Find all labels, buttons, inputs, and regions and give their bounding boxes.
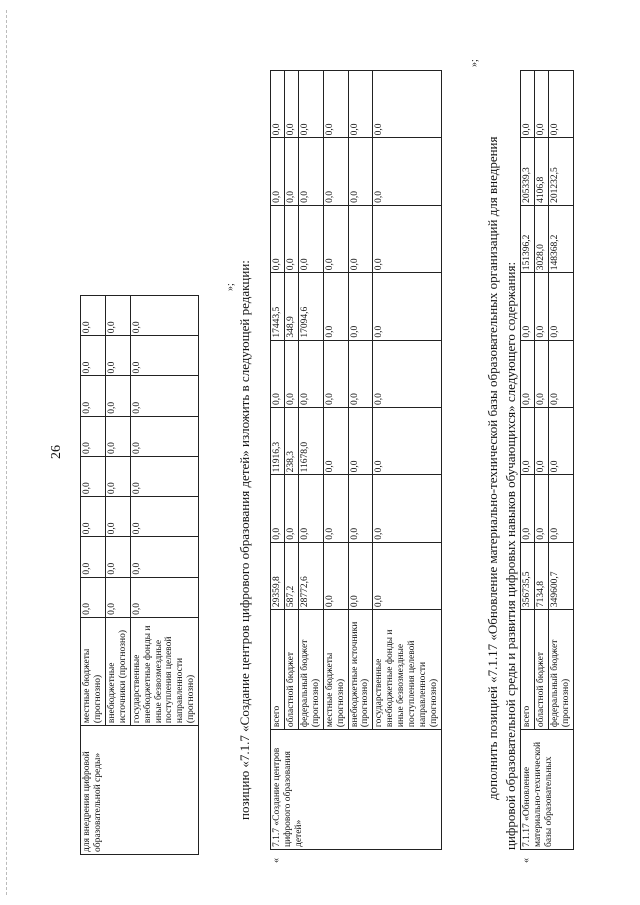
value-cell: 0,0: [323, 71, 348, 138]
table-position-7-1-7: [270, 70, 442, 850]
funding-source-cell: областной бюджет: [534, 610, 548, 730]
value-cell: 0,0: [130, 537, 199, 577]
value-cell: 0,0: [373, 138, 442, 205]
close-mark-2: »;: [469, 59, 480, 67]
value-cell: 0,0: [323, 340, 348, 407]
value-cell: 0,0: [284, 138, 298, 205]
value-cell: 0,0: [534, 475, 548, 542]
rotated-content: [75, 45, 640, 885]
table-position-7-1-17: [520, 70, 574, 850]
value-cell: 0,0: [81, 577, 106, 617]
value-cell: 0,0: [534, 71, 548, 138]
table-position-continuation: [80, 295, 199, 855]
value-cell: 348,9: [284, 273, 298, 340]
value-cell: 0,0: [284, 475, 298, 542]
value-cell: 0,0: [105, 577, 130, 617]
value-cell: 0,0: [373, 340, 442, 407]
value-cell: 0,0: [548, 340, 573, 407]
value-cell: 0,0: [81, 296, 106, 336]
value-cell: 7134,8: [534, 542, 548, 609]
value-cell: 0,0: [284, 340, 298, 407]
table-row: [81, 296, 106, 855]
funding-source-cell: федеральный бюджет (прогнозно): [298, 610, 323, 730]
value-cell: 0,0: [348, 138, 373, 205]
paragraph-7-1-7: позицию «7.1.7 «Создание центров цифрового образования детей» изложить в следующей редакции:: [237, 260, 252, 820]
value-cell: 0,0: [130, 577, 199, 617]
value-cell: 0,0: [130, 456, 199, 496]
value-cell: 28772,6: [298, 542, 323, 609]
position-name-cell: для внедрения цифровой образовательной среды»: [81, 726, 199, 855]
value-cell: 0,0: [534, 273, 548, 340]
value-cell: 0,0: [271, 475, 285, 542]
value-cell: 0,0: [348, 407, 373, 474]
funding-source-cell: внебюджетные источники (прогнозно): [348, 610, 373, 730]
value-cell: 0,0: [284, 205, 298, 272]
value-cell: 0,0: [521, 340, 535, 407]
value-cell: 148368,2: [548, 205, 573, 272]
value-cell: 0,0: [81, 336, 106, 376]
value-cell: 0,0: [521, 475, 535, 542]
funding-source-cell: государственные внебюджетные фонды и иные безвозмездные поступления целевой направленности (прогнозно): [130, 617, 199, 725]
value-cell: 0,0: [105, 537, 130, 577]
funding-source-cell: местные бюджеты (прогнозно): [81, 617, 106, 725]
value-cell: 17443,5: [271, 273, 285, 340]
value-cell: 0,0: [323, 138, 348, 205]
value-cell: 0,0: [521, 273, 535, 340]
table-row: [271, 71, 285, 850]
value-cell: 17094,6: [298, 273, 323, 340]
value-cell: 0,0: [284, 71, 298, 138]
value-cell: 0,0: [373, 273, 442, 340]
value-cell: 0,0: [105, 456, 130, 496]
value-cell: 0,0: [130, 296, 199, 336]
value-cell: 0,0: [81, 537, 106, 577]
value-cell: 4106,8: [534, 138, 548, 205]
value-cell: 3028,0: [534, 205, 548, 272]
value-cell: 356735,5: [521, 542, 535, 609]
value-cell: 11916,3: [271, 407, 285, 474]
funding-source-cell: всего: [271, 610, 285, 730]
value-cell: 0,0: [271, 138, 285, 205]
value-cell: 0,0: [373, 542, 442, 609]
value-cell: 0,0: [323, 542, 348, 609]
page-number: 26: [49, 445, 64, 459]
value-cell: 0,0: [105, 376, 130, 416]
funding-source-cell: федеральный бюджет (прогнозно): [548, 610, 573, 730]
value-cell: 0,0: [534, 340, 548, 407]
position-name-cell: 7.1.17 «Обновление материально-технической базы образовательных: [521, 730, 574, 850]
value-cell: 0,0: [373, 71, 442, 138]
value-cell: 0,0: [271, 340, 285, 407]
value-cell: 0,0: [105, 497, 130, 537]
table-row: [521, 71, 535, 850]
value-cell: 0,0: [348, 273, 373, 340]
value-cell: 0,0: [105, 336, 130, 376]
value-cell: 0,0: [348, 205, 373, 272]
value-cell: 29359,8: [271, 542, 285, 609]
value-cell: 0,0: [548, 273, 573, 340]
value-cell: 0,0: [373, 475, 442, 542]
value-cell: 238,3: [284, 407, 298, 474]
value-cell: 0,0: [81, 497, 106, 537]
value-cell: 0,0: [81, 416, 106, 456]
value-cell: 0,0: [323, 475, 348, 542]
value-cell: 0,0: [548, 407, 573, 474]
funding-source-cell: внебюджетные источники (прогнозно): [105, 617, 130, 725]
value-cell: 0,0: [130, 416, 199, 456]
value-cell: 0,0: [298, 205, 323, 272]
paragraph-7-1-17-line2: цифровой образовательной среды и развития цифровых навыков обучающихся» следующего содержания:: [503, 261, 518, 850]
value-cell: 0,0: [323, 273, 348, 340]
close-mark-1: »;: [225, 283, 236, 291]
value-cell: 0,0: [130, 336, 199, 376]
funding-source-cell: государственные внебюджетные фонды и иные безвозмездные поступления целевой направленности (прогнозно): [373, 610, 442, 730]
open-mark-3: «: [521, 858, 532, 863]
value-cell: 11678,0: [298, 407, 323, 474]
funding-source-cell: областной бюджет: [284, 610, 298, 730]
value-cell: 0,0: [323, 205, 348, 272]
value-cell: 0,0: [373, 407, 442, 474]
value-cell: 0,0: [298, 71, 323, 138]
open-mark-2: «: [271, 858, 282, 863]
value-cell: 0,0: [298, 340, 323, 407]
value-cell: 0,0: [548, 71, 573, 138]
value-cell: 0,0: [81, 456, 106, 496]
value-cell: 0,0: [81, 376, 106, 416]
value-cell: 201232,5: [548, 138, 573, 205]
value-cell: 205339,3: [521, 138, 535, 205]
value-cell: 0,0: [323, 407, 348, 474]
value-cell: 0,0: [521, 407, 535, 474]
value-cell: 0,0: [271, 205, 285, 272]
value-cell: 0,0: [348, 71, 373, 138]
value-cell: 0,0: [348, 542, 373, 609]
value-cell: 0,0: [548, 475, 573, 542]
value-cell: 349600,7: [548, 542, 573, 609]
funding-source-cell: местные бюджеты (прогнозно): [323, 610, 348, 730]
funding-source-cell: всего: [521, 610, 535, 730]
value-cell: 587,2: [284, 542, 298, 609]
value-cell: 0,0: [271, 71, 285, 138]
value-cell: 0,0: [521, 71, 535, 138]
value-cell: 0,0: [298, 138, 323, 205]
scan-edge-line: [6, 10, 7, 895]
value-cell: 0,0: [348, 475, 373, 542]
value-cell: 0,0: [348, 340, 373, 407]
value-cell: 0,0: [534, 407, 548, 474]
value-cell: 0,0: [105, 416, 130, 456]
value-cell: 0,0: [130, 497, 199, 537]
value-cell: 0,0: [298, 475, 323, 542]
value-cell: 151396,2: [521, 205, 535, 272]
value-cell: 0,0: [105, 296, 130, 336]
value-cell: 0,0: [373, 205, 442, 272]
value-cell: 0,0: [130, 376, 199, 416]
paragraph-7-1-17-line1: дополнить позицией «7.1.17 «Обновление материально-технической базы образовательных организаций для внедрения: [485, 136, 500, 800]
position-name-cell: 7.1.7 «Создание центров цифрового образования детей»: [271, 730, 442, 850]
